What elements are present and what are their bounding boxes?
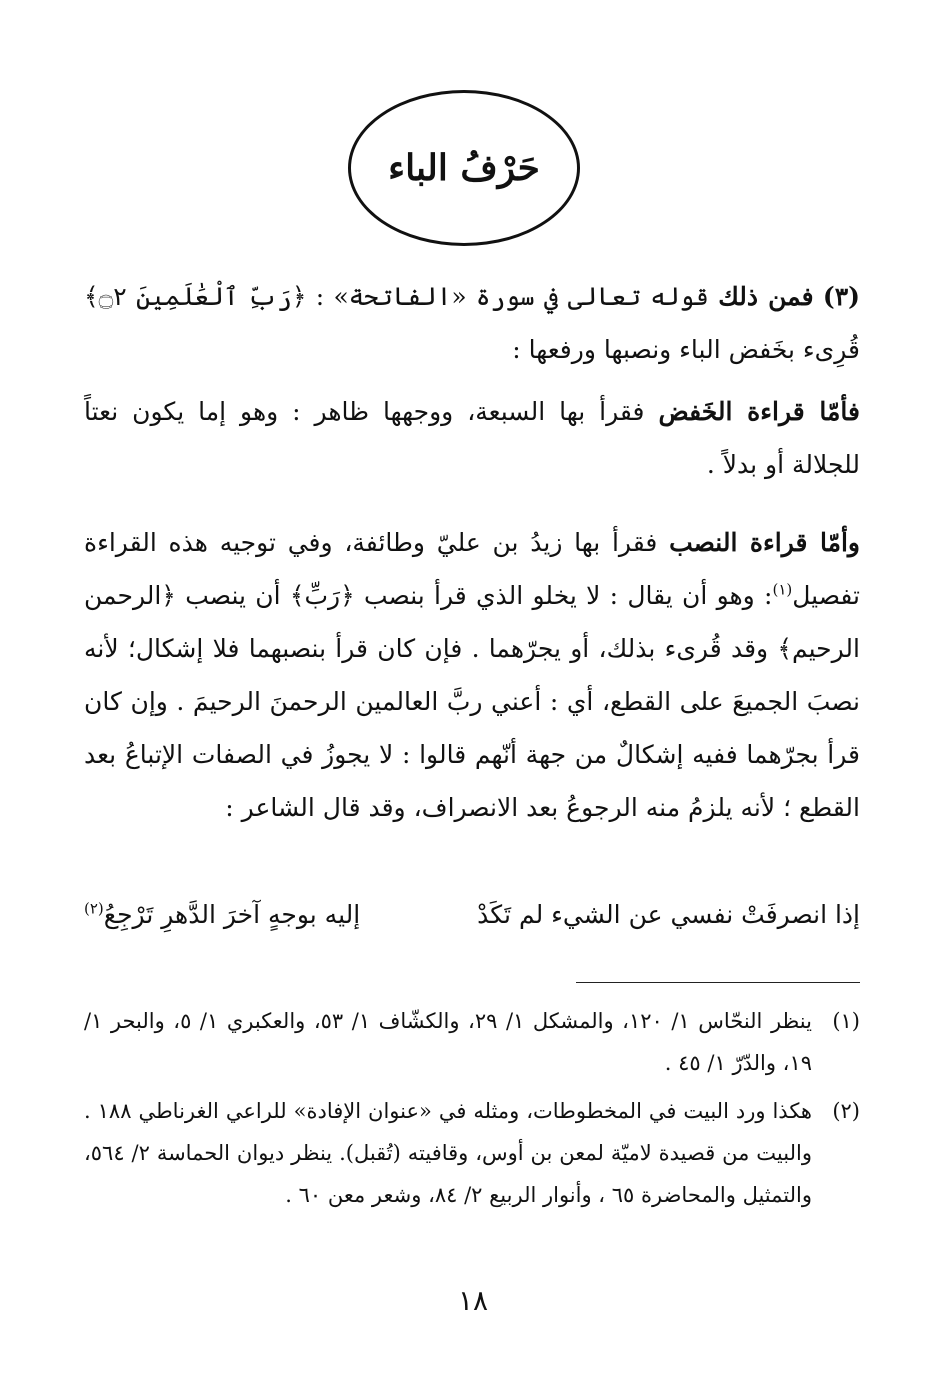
footnote-number: (٢): [832, 1099, 860, 1123]
chapter-title: حَرْفُ الباء: [388, 147, 540, 189]
footnote: [84, 1000, 860, 1084]
verse-first-hemistich: إذا انصرفَتْ نفسي عن الشيء لم تَكَدْ: [477, 900, 860, 929]
paragraph-1-text: قوله تعالى في سورة «الفاتحة» : ﴿رَبِّ ٱلْعَٰلَمِينَ ۝٢﴾ قُرِىء بخَفض الباء ونصبها ورفعها :: [84, 282, 860, 364]
footnote-mark-1: (١): [772, 580, 793, 599]
footnote-separator: [576, 982, 860, 983]
footnote-text: ينظر النحّاس ١/ ١٢٠، والمشكل ١/ ٢٩، والكشّاف ١/ ٥٣، والعكبري ١/ ٥، والبحر ١/ ١٩، والدّرّ ١/ ٤٥ .: [84, 1009, 812, 1075]
verse-second-hemistich: إليه بوجهٍ آخرَ الدَّهرِ تَرْجِعُ: [103, 900, 361, 929]
paragraph-3-lead: وأمّا قراءة النصب: [669, 528, 860, 557]
footnotes: [84, 1000, 860, 1222]
paragraph-2-lead: فأمّا قراءة الخَفض: [658, 397, 860, 426]
paragraph-1: [84, 270, 860, 376]
chapter-title-oval: [348, 90, 580, 246]
page-number: ١٨: [457, 1284, 489, 1317]
entry-number: (٣): [822, 282, 860, 311]
footnote: [84, 1090, 860, 1216]
footnote-number: (١): [832, 1009, 860, 1033]
footnote-mark-2: (٢): [84, 899, 104, 918]
paragraph-3: [84, 516, 860, 834]
paragraph-2: [84, 385, 860, 491]
footnote-text: هكذا ورد البيت في المخطوطات، ومثله في «عنوان الإفادة» للراعي الغرناطي ١٨٨ . والبيت من قصيدة لاميّة لمعن بن أوس، وقافيته (تُقبل). ينظر ديوان الحماسة ٢/ ٥٦٤، والتمثيل والمحاضرة ٦٥ ، وأنوار الربيع ٢/ ٨٤، وشعر معن ٦٠ .: [84, 1099, 812, 1207]
paragraph-3-text-a: فقرأ بها زيدُ بن عليّ وطائفة، وفي توجيه هذه القراءة تفصيل: [84, 528, 860, 610]
poetry-verse: [84, 888, 860, 941]
paragraph-2-text: فقرأ بها السبعة، ووجهها ظاهر : وهو إما يكون نعتاً للجلالة أو بدلاً .: [84, 397, 860, 479]
paragraph-1-lead: فمن ذلك: [718, 282, 814, 311]
paragraph-3-text-b: : وهو أن يقال : لا يخلو الذي قرأ بنصب ﴿رَبِّ﴾ أن ينصب ﴿الرحمن الرحيم﴾ وقد قُرىء بذلك، أو يجرّهما . فإن كان قرأ بنصبهما فلا إشكال؛ لأنه نصبَ الجميعَ على القطع، أي : أعني ربَّ العالمين الرحمنَ الرحيمَ . وإن كان قرأ بجرّهما ففيه إشكالٌ من جهة أنّهم قالوا : لا يجوزُ في الصفات الإتباعُ بعد القطع ؛ لأنه يلزمُ منه الرجوعُ بعد الانصراف، وقد قال الشاعر :: [84, 581, 860, 822]
